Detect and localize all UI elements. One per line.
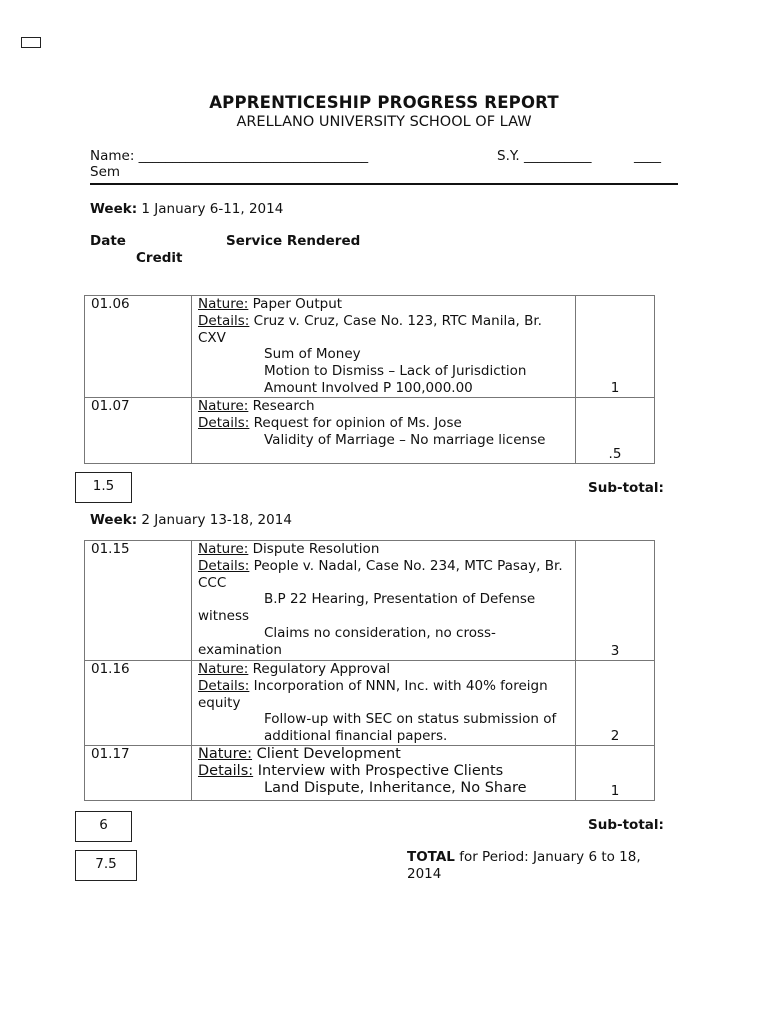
entry-note: Follow-up with SEC on status submission of additional financial papers. xyxy=(264,711,557,745)
week-1-text: 1 January 6-11, 2014 xyxy=(137,201,284,217)
column-header-date: Date xyxy=(90,233,126,249)
week-2-subtotal-box: 6 xyxy=(75,811,132,842)
school-year-field: S.Y. __________ xyxy=(497,148,592,164)
details-label: Details: xyxy=(198,762,254,779)
entry-details: People v. Nadal, Case No. 234, MTC Pasay, Br. CCC xyxy=(198,557,563,591)
table-row xyxy=(85,541,655,661)
entry-note: B.P 22 Hearing, Presentation of Defense witness xyxy=(198,591,536,625)
week-2-heading xyxy=(90,512,292,528)
entry-nature: Paper Output xyxy=(248,296,343,312)
entry-credit: 2 xyxy=(576,661,655,746)
details-label: Details: xyxy=(198,312,250,329)
entry-credit: 1 xyxy=(576,746,655,801)
entry-note: Amount Involved P 100,000.00 xyxy=(264,379,473,396)
entry-note: Sum of Money xyxy=(264,346,361,363)
period-total-label xyxy=(407,849,667,883)
nature-label: Nature: xyxy=(198,296,249,312)
week-2-text: 2 January 13-18, 2014 xyxy=(137,512,292,528)
school-name: ARELLANO UNIVERSITY SCHOOL OF LAW xyxy=(236,114,532,130)
entry-note: Motion to Dismiss – Lack of Jurisdiction xyxy=(264,363,527,380)
details-label: Details: xyxy=(198,557,250,574)
entry-details: Interview with Prospective Clients xyxy=(253,762,504,779)
week-1-table xyxy=(84,295,655,464)
entry-date: 01.06 xyxy=(85,296,192,398)
details-label: Details: xyxy=(198,677,250,694)
entry-credit: 3 xyxy=(576,541,655,661)
report-title: APPRENTICESHIP PROGRESS REPORT xyxy=(209,93,559,112)
entry-service xyxy=(192,746,576,801)
entry-note: Land Dispute, Inheritance, No Share xyxy=(264,779,527,796)
entry-service xyxy=(192,661,576,746)
entry-nature: Regulatory Approval xyxy=(248,661,391,677)
nature-label: Nature: xyxy=(198,398,249,414)
total-bold-label: TOTAL xyxy=(407,849,455,865)
details-label: Details: xyxy=(198,414,250,431)
entry-date: 01.07 xyxy=(85,398,192,464)
semester-blank: ____ xyxy=(634,148,661,164)
entry-details: Request for opinion of Ms. Jose xyxy=(253,414,462,431)
entry-credit: 1 xyxy=(576,296,655,398)
entry-date: 01.17 xyxy=(85,746,192,801)
week-1-heading xyxy=(90,201,283,217)
entry-note: Claims no consideration, no cross-examination xyxy=(198,624,496,658)
entry-date: 01.15 xyxy=(85,541,192,661)
total-period-text: for Period: January 6 to 18, 2014 xyxy=(407,849,641,882)
entry-service xyxy=(192,541,576,661)
table-row xyxy=(85,398,655,464)
entry-details: Incorporation of NNN, Inc. with 40% foreign equity xyxy=(198,677,548,711)
week-2-table xyxy=(84,540,655,801)
nature-label: Nature: xyxy=(198,661,249,677)
column-header-service: Service Rendered xyxy=(226,233,361,249)
entry-credit: .5 xyxy=(576,398,655,464)
semester-label: Sem xyxy=(90,164,121,180)
table-row xyxy=(85,746,655,801)
week-label: Week: xyxy=(90,512,138,528)
header-divider xyxy=(90,183,678,185)
column-header-credit: Credit xyxy=(136,250,183,266)
name-field: Name: __________________________________ xyxy=(90,148,369,164)
entry-details: Cruz v. Cruz, Case No. 123, RTC Manila, Br. CXV xyxy=(198,312,542,346)
entry-nature: Dispute Resolution xyxy=(248,541,380,557)
entry-nature: Research xyxy=(248,398,315,414)
entry-service xyxy=(192,398,576,464)
period-total-box: 7.5 xyxy=(75,850,137,881)
entry-nature: Client Development xyxy=(252,746,401,762)
corner-checkbox xyxy=(21,37,41,48)
entry-note: Validity of Marriage – No marriage license xyxy=(264,431,546,448)
week-1-subtotal-label: Sub-total: xyxy=(588,480,664,496)
nature-label: Nature: xyxy=(198,746,253,762)
entry-service xyxy=(192,296,576,398)
entry-date: 01.16 xyxy=(85,661,192,746)
week-2-subtotal-label: Sub-total: xyxy=(588,817,664,833)
week-1-subtotal-box: 1.5 xyxy=(75,472,132,503)
week-label: Week: xyxy=(90,201,138,217)
table-row xyxy=(85,661,655,746)
table-row xyxy=(85,296,655,398)
nature-label: Nature: xyxy=(198,541,249,557)
